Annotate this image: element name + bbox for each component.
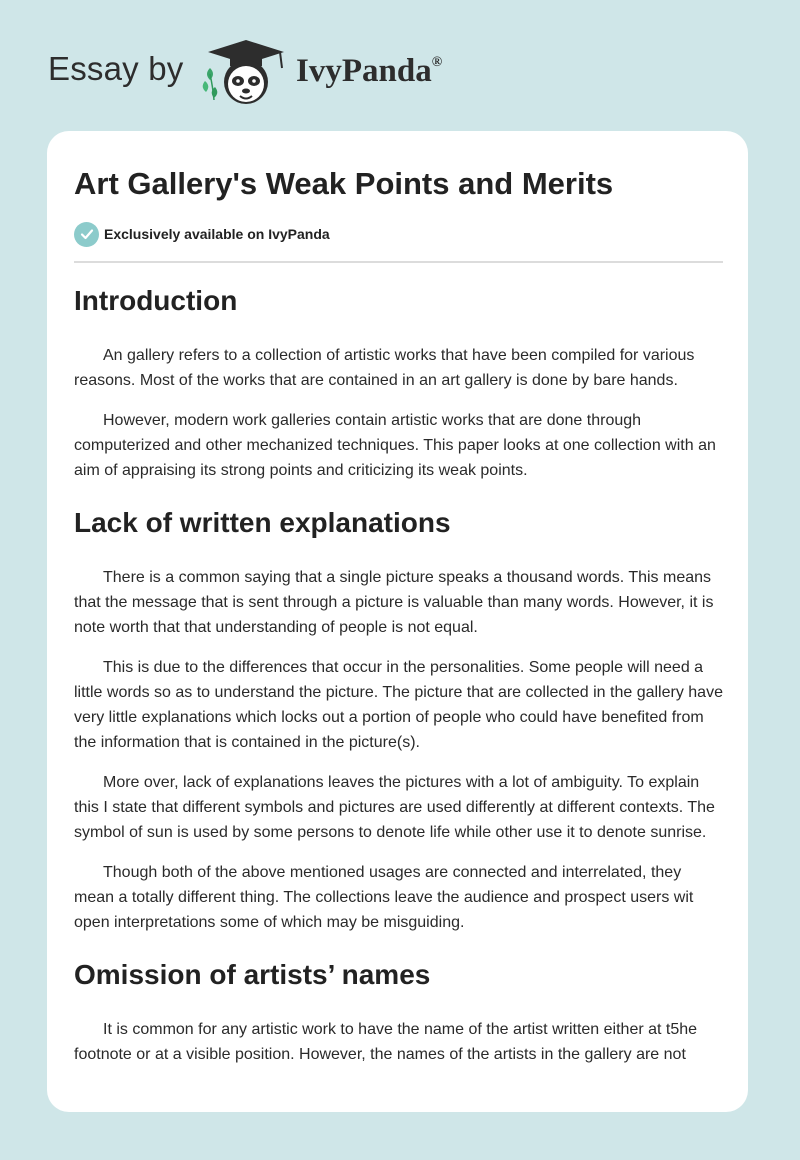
registered-mark: ® (431, 55, 443, 70)
article-content (74, 281, 723, 1082)
brand-text: IvyPanda (296, 53, 432, 89)
paragraph: There is a common saying that a single picture speaks a thousand words. This means that the message that is sent through a picture is valuable than many words. However, it is note worth that that understanding of people is not equal. (74, 569, 714, 636)
section-heading: Introduction (74, 285, 238, 316)
paragraph: However, modern work galleries contain artistic works that are done through computerized and other mechanized techniques. This paper looks at one collection with an aim of appraising its strong points and criticizing its weak points. (74, 412, 716, 479)
paragraph: Though both of the above mentioned usages are connected and interrelated, they mean a totally different thing. The collections leave the audience and prospect users wit open interpretations some of which may be misguiding. (74, 864, 694, 931)
exclusive-badge (74, 221, 330, 247)
page-title: Art Gallery's Weak Points and Merits (74, 166, 614, 201)
check-icon (74, 222, 99, 247)
section-heading: Lack of written explanations (74, 507, 451, 538)
divider (74, 261, 723, 263)
article-card (47, 131, 748, 1112)
site-header (48, 36, 648, 108)
brand-name[interactable] (296, 53, 442, 90)
paragraph: This is due to the differences that occur in the personalities. Some people will need a little words so as to understand the picture. The picture that are collected in the gallery have very little explanations which locks out a portion of people who could have benefited from the information that is contained in the picture(s). (74, 659, 723, 751)
ivypanda-logo-icon[interactable] (200, 36, 292, 108)
paragraph: It is common for any artistic work to have the name of the artist written either at t5he footnote or at a visible position. However, the names of the artists in the gallery are not (74, 1021, 698, 1063)
paragraph: More over, lack of explanations leaves the pictures with a lot of ambiguity. To explain this I state that different symbols and pictures are used differently at different contexts. The symbol of sun is used by some persons to denote life while other use it to denote sunrise. (74, 774, 715, 841)
section-heading: Omission of artists’ names (74, 959, 431, 990)
paragraph: An gallery refers to a collection of artistic works that have been compiled for various reasons. Most of the works that are contained in an art gallery is done by bare hands. (74, 347, 695, 389)
essay-by-label: Essay by (48, 50, 184, 87)
exclusive-badge-text: Exclusively available on IvyPanda (104, 226, 330, 242)
